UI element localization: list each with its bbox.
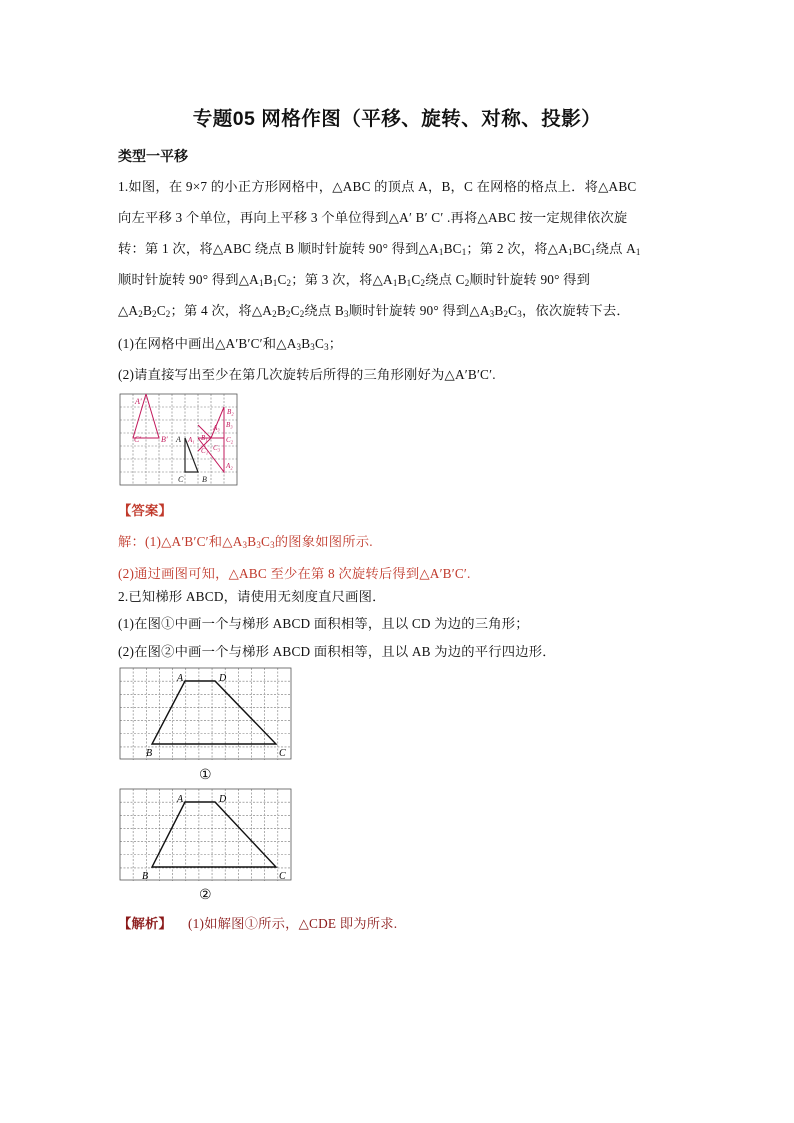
answer-part1: 解：(1)△A′B′C′和$\triangle A_3B_3C_3$的图象如图所示. [118,534,373,550]
label-b: B [202,475,207,484]
label-b-prime: B′ [161,435,168,444]
label-b: B [146,748,153,759]
figure1-caption: ① [199,768,212,783]
label-d: D [219,673,227,684]
q1-sub1: (1)在网格中画出△A′B′C′和$\triangle A_3B_3C_3$； [118,336,343,352]
trapezoid-figure-2 [118,787,294,883]
label-b1: B₁ [201,434,208,442]
label-b3: B₃ [226,421,233,429]
label-c3: C₃ [213,444,221,452]
label-a: A [177,794,184,805]
analysis-text: (1)如解图①所示，△CDE 即为所求. [188,916,398,931]
label-a: A [176,435,181,444]
section-heading: 类型一平移 [118,148,188,164]
analysis-tag: 【解析】 [118,916,172,931]
label-a1: A₁ [188,436,195,444]
q1-line5: $\triangle A_2B_2C_2$；第 4 次，将$\triangle A_2B_2C_2$绕点 $B_3$顺时针旋转 90° 得到$\triangle A_3B_2C_3$，依次旋转下去． [118,303,630,319]
q2-sub1: (1)在图①中画一个与梯形 ABCD 面积相等，且以 CD 为边的三角形； [118,616,529,631]
label-c-prime: C′ [134,435,142,444]
rotation-grid-figure [118,392,243,488]
label-b2: B₂ [227,408,234,416]
answer-tag: 【答案】 [118,503,172,518]
label-a-prime: A′ [135,397,142,406]
figure2-caption: ② [199,888,212,903]
q2-sub2: (2)在图②中画一个与梯形 ABCD 面积相等，且以 AB 为边的平行四边形． [118,644,556,659]
label-c: C [279,871,286,882]
label-a3: A₃ [213,424,220,432]
q1-line4: 顺时针旋转 90° 得到$\triangle A_1B_1C_2$；第 3 次，将$\triangle A_1B_1C_2$绕点 $C_2$顺时针旋转 90° 得到 [118,272,591,288]
trapezoid-figure-1 [118,666,294,762]
label-b: B [142,871,149,882]
answer-part2: (2)通过画图可知，△ABC 至少在第 8 次旋转后得到△A′B′C′. [118,566,471,581]
q1-line1: 1.如图，在 9×7 的小正方形网格中，△ABC 的顶点 A，B，C 在网格的格点上．将△ABC [118,179,637,194]
label-c2: C₂ [226,436,234,444]
analysis-line [118,913,397,932]
page-title: 专题05 网格作图（平移、旋转、对称、投影） [192,108,602,130]
label-c1: C₁ [201,447,209,455]
label-c: C [178,475,184,484]
q1-sub2: (2)请直接写出至少在第几次旋转后所得的三角形刚好为△A′B′C′. [118,367,496,382]
label-a2: A₂ [226,462,233,470]
q1-line3: 转：第 1 次，将△ABC 绕点 B 顺时针旋转 90° 得到$\triangle A_1BC_1$；第 2 次，将$\triangle A_1BC_1$绕点 $A_1$ [118,241,641,257]
trapezoid-abcd [152,802,276,867]
label-d: D [219,794,227,805]
label-a: A [177,673,184,684]
q2-line1: 2.已知梯形 ABCD，请使用无刻度直尺画图． [118,589,386,604]
trapezoid-abcd [152,681,276,744]
label-c: C [279,748,286,759]
triangle-a2 [211,407,224,438]
q1-line2: 向左平移 3 个单位，再向上平移 3 个单位得到△A′ B′ C′ .再将△ABC 按一定规律依次旋 [118,210,628,225]
